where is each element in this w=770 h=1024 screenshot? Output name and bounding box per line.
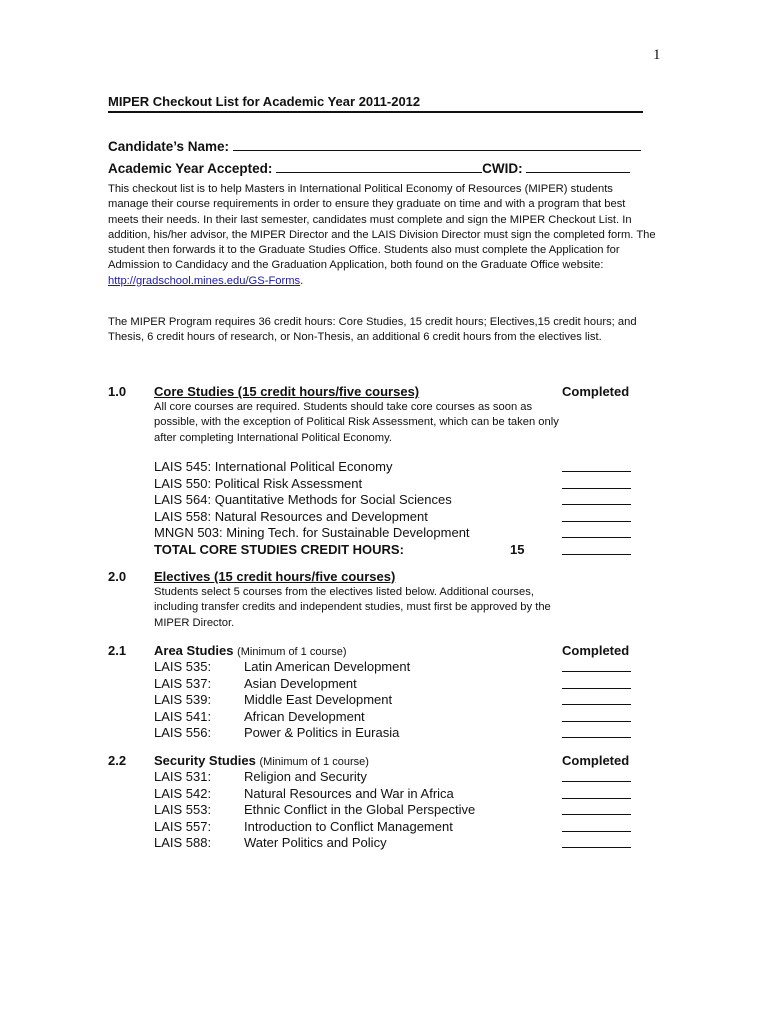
- security-course-row: [154, 835, 634, 852]
- security-course-list: [154, 769, 634, 852]
- academic-year-field[interactable]: [276, 160, 482, 173]
- area-course-row: [154, 659, 634, 676]
- security-studies-note: (Minimum of 1 course): [259, 756, 369, 768]
- course-name: Natural Resources and War in Africa: [244, 785, 454, 801]
- course-code: LAIS 542:: [154, 785, 212, 801]
- completed-blank[interactable]: [562, 798, 631, 799]
- core-course-label: LAIS 558: Natural Resources and Development: [154, 508, 428, 524]
- academic-year-row: [108, 160, 630, 176]
- area-course-row: [154, 725, 634, 742]
- security-studies-title: Security Studies: [154, 753, 256, 768]
- course-code: LAIS 531:: [154, 769, 212, 784]
- security-completed-label: Completed: [562, 753, 630, 768]
- cwid-label: CWID:: [482, 161, 523, 176]
- course-name: Water Politics and Policy: [244, 835, 387, 850]
- course-code: LAIS 556:: [154, 725, 212, 740]
- core-course-label: MNGN 503: Mining Tech. for Sustainable Development: [154, 525, 470, 540]
- course-name: Asian Development: [244, 675, 357, 691]
- area-studies-title: Area Studies: [154, 643, 234, 658]
- intro-text: This checkout list is to help Masters in International Political Economy of Resources (MIPER) students manage their course requirements in order to ensure they graduate on time and with a program that best meets their needs. In their last semester, candidates must complete and sign the MIPER Checkout List. In addition, his/her advisor, the MIPER Director and the LAIS Division Director must sign the completed form. The student then forwards it to the Graduate Studies Office. Students also must complete the Application for Admission to Candidacy and the Graduation Application, both found on the Graduate Office website:: [108, 183, 656, 272]
- electives-section-heading: Electives (15 credit hours/five courses): [154, 569, 396, 584]
- core-course-label: LAIS 564: Quantitative Methods for Social Sciences: [154, 492, 452, 507]
- candidate-name-field[interactable]: [233, 138, 641, 151]
- security-studies-number: 2.2: [108, 753, 127, 768]
- security-course-row: [154, 786, 634, 803]
- course-code: LAIS 553:: [154, 802, 212, 817]
- completed-blank[interactable]: [562, 688, 631, 689]
- completed-blank[interactable]: [562, 671, 631, 672]
- candidate-name-row: [108, 138, 641, 154]
- course-name: African Development: [244, 708, 365, 724]
- page-number: 1: [653, 47, 661, 63]
- completed-blank[interactable]: [562, 737, 631, 738]
- core-course-label: LAIS 550: Political Risk Assessment: [154, 475, 363, 491]
- course-name: Religion and Security: [244, 769, 367, 784]
- area-studies-note: (Minimum of 1 course): [237, 646, 347, 658]
- core-total-row: [154, 542, 634, 559]
- electives-section-number: 2.0: [108, 569, 127, 584]
- course-code: LAIS 535:: [154, 659, 212, 674]
- course-name: Power & Politics in Eurasia: [244, 725, 400, 740]
- core-total-label: TOTAL CORE STUDIES CREDIT HOURS:: [154, 541, 404, 557]
- requirements-paragraph: The MIPER Program requires 36 credit hours: Core Studies, 15 credit hours; Electives,15 credit hours; and Thesis, 6 credit hours of research, or Non-Thesis, an additional 6 credit hours from the electives list.: [108, 316, 637, 344]
- area-course-row: [154, 692, 634, 709]
- core-section-number: 1.0: [108, 384, 127, 399]
- core-course-label: LAIS 545: International Political Economy: [154, 459, 393, 474]
- area-studies-number: 2.1: [108, 643, 127, 658]
- completed-blank[interactable]: [562, 537, 631, 538]
- security-course-row: [154, 769, 634, 786]
- cwid-field[interactable]: [526, 160, 630, 173]
- core-description: All core courses are required. Students should take core courses as soon as possible, with the exception of Political Risk Assessment, which can be taken only after completing International Political Economy.: [154, 401, 559, 444]
- completed-blank[interactable]: [562, 704, 631, 705]
- completed-blank[interactable]: [562, 471, 631, 472]
- core-completed-label: Completed: [562, 384, 630, 399]
- completed-blank[interactable]: [562, 847, 631, 848]
- intro-link-suffix: .: [300, 274, 304, 287]
- completed-blank[interactable]: [562, 781, 631, 782]
- academic-year-label: Academic Year Accepted:: [108, 161, 273, 176]
- graduate-office-link[interactable]: http://gradschool.mines.edu/GS-Forms: [108, 274, 301, 287]
- core-course-list: [154, 459, 634, 558]
- completed-blank[interactable]: [562, 814, 631, 815]
- course-name: Middle East Development: [244, 692, 393, 707]
- course-code: LAIS 541:: [154, 708, 212, 724]
- course-name: Latin American Development: [244, 659, 411, 674]
- completed-blank[interactable]: [562, 504, 631, 505]
- completed-blank[interactable]: [562, 488, 631, 489]
- completed-blank[interactable]: [562, 554, 631, 555]
- core-course-row: [154, 509, 634, 526]
- area-completed-label: Completed: [562, 643, 630, 658]
- completed-blank[interactable]: [562, 721, 631, 722]
- area-course-list: [154, 659, 634, 742]
- core-course-row: [154, 525, 634, 542]
- course-code: LAIS 539:: [154, 692, 212, 707]
- core-course-row: [154, 459, 634, 476]
- document-title: MIPER Checkout List for Academic Year 2011-2012: [108, 94, 643, 113]
- core-section-heading: Core Studies (15 credit hours/five courses): [154, 384, 420, 399]
- course-code: LAIS 557:: [154, 818, 212, 834]
- course-code: LAIS 537:: [154, 675, 212, 691]
- area-course-row: [154, 676, 634, 693]
- candidate-name-label: Candidate’s Name:: [108, 139, 230, 154]
- security-studies-heading: [154, 753, 369, 768]
- core-course-row: [154, 476, 634, 493]
- course-code: LAIS 588:: [154, 835, 212, 850]
- core-course-row: [154, 492, 634, 509]
- area-studies-heading: [154, 643, 347, 658]
- security-course-row: [154, 819, 634, 836]
- electives-description: Students select 5 courses from the electives listed below. Additional courses, including transfer credits and independent studies, must first be approved by the MIPER Director.: [154, 586, 551, 629]
- course-name: Introduction to Conflict Management: [244, 818, 453, 834]
- area-course-row: [154, 709, 634, 726]
- course-name: Ethnic Conflict in the Global Perspective: [244, 802, 476, 817]
- intro-paragraph: [108, 182, 656, 289]
- security-course-row: [154, 802, 634, 819]
- completed-blank[interactable]: [562, 521, 631, 522]
- core-total-hours: 15: [510, 541, 525, 557]
- completed-blank[interactable]: [562, 831, 631, 832]
